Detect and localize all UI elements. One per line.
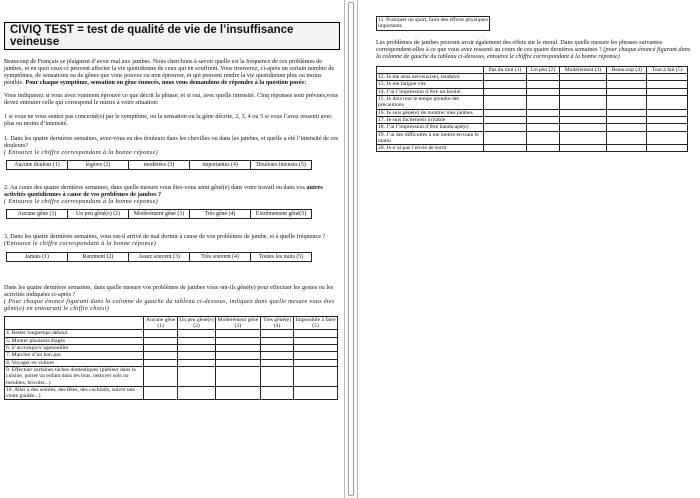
answer-cell[interactable] [294,337,338,344]
row-label: 16. Je suis gêné(e) de montrer mes jambes [377,109,484,116]
table-row [377,96,688,110]
answer-cell[interactable] [484,96,527,110]
document-title: CIVIQ TEST = test de qualité de vie de l’insuffisance veineuse [4,22,340,50]
mood-intro-text: Les problèmes de jambes peuvent avoir également des effets sur le moral. Dans quelle mesure les phrases suivantes correspondent-elles à ce que vous avez ressenti au cours de ces quatre dernières semaines ? [376,38,663,53]
table-row [5,386,338,400]
answer-cell[interactable] [261,366,294,386]
answer-cell[interactable] [527,109,560,116]
question-2-bold-text: autres activités quotidiennes à cause de vos problèmes de jambes ? [4,184,323,199]
row-label: 6. S’accroupir/s’agenouiller [5,345,144,352]
page-left [0,0,344,498]
answer-cell[interactable] [215,352,260,359]
column-header: Aucune gêne (1) [144,316,178,330]
answer-cell[interactable] [484,109,527,116]
table-row [377,88,688,95]
answer-cell[interactable] [559,116,607,123]
row-label: 20. Je n’ai pas l’envie de sortir [377,145,484,152]
column-header: Tout à fait (5) [647,66,688,73]
column-header: Un peu gêné(e) (2) [179,316,214,330]
answer-cell[interactable] [527,74,560,81]
row-label: 5. Monter plusieurs étages [5,337,144,344]
question-1-instruction: ( Entourez le chiffre correspondant à la bonne réponse) [4,148,158,156]
answer-cell[interactable] [607,109,647,116]
answer-cell[interactable] [607,145,647,152]
answer-cell[interactable] [144,330,178,337]
answer-option[interactable]: Aucune gêne (1) [17,211,57,218]
intro-paragraph-2: Vous indiquerez si vous avez vraiment éprouvé ce que décrit la phrase, et si oui, avec quelle intensité. Cinq réponses sont prévues,vous devez entourer celle qui correspond le mieux à votre situation: [4,92,339,107]
column-header: Un peu (2) [527,66,560,73]
table-row [377,74,688,81]
answer-cell[interactable] [484,131,527,145]
answer-cell[interactable] [607,74,647,81]
answer-option[interactable]: Aucune douleur (1) [14,162,60,169]
column-header: Pas du tout (1) [484,66,527,73]
answer-option[interactable]: Très gêné (4) [189,210,250,218]
answer-option[interactable]: légères (2) [67,161,128,169]
answer-cell[interactable] [294,359,338,366]
answer-cell[interactable] [484,88,527,95]
answer-cell[interactable] [559,145,607,152]
answer-cell[interactable] [527,145,560,152]
answer-cell[interactable] [144,352,178,359]
question-3: 3, Dans les quatre dernières semaines, vous est-il arrivé de mal dormir à cause de vos problèmes de jambe, et à quelle fréquence ? [4,233,326,241]
table-row [5,352,338,359]
question-3-options [6,252,312,262]
answer-cell[interactable] [178,337,216,344]
activities-table-continued [376,16,490,31]
answer-cell[interactable] [144,366,178,386]
answer-cell[interactable] [484,145,527,152]
answer-cell[interactable] [647,131,688,145]
question-1-options [6,160,312,170]
intro-bold-text: Pour chaque symptôme, sensation ou gêne énoncés, nous vous demandons de répondre à la question posée: [25,79,307,87]
answer-cell[interactable] [294,352,338,359]
question-1: 1. Dans les quatre dernières semaines, avez-vous eu des douleurs dans les chevilles ou dans les jambes, et quelle a été l’intensité de ces douleurs? [4,134,339,149]
answer-cell[interactable] [647,145,688,152]
answer-cell[interactable] [144,359,178,366]
table-row [5,366,338,386]
row-label: 10. Aller à des soirées, des fêtes, des cocktails, suivre une visite guidée...) [5,386,144,400]
table-row [5,330,338,337]
answer-cell[interactable] [215,337,260,344]
answer-cell[interactable] [215,359,260,366]
answer-cell[interactable] [527,116,560,123]
row-label: 13. Je me fatigue vite [377,81,484,88]
table-row [5,337,338,344]
answer-cell[interactable] [559,131,607,145]
answer-cell[interactable] [261,345,294,352]
answer-cell[interactable] [178,345,216,352]
row-label: 18. J’ai l’impression d’être handicapé(e) [377,124,484,131]
answer-cell[interactable] [559,109,607,116]
answer-cell[interactable] [647,81,688,88]
row-label: 15. Je dois tout le temps prendre des précautions [377,96,484,110]
answer-cell[interactable] [484,124,527,131]
answer-option[interactable]: Douleurs intenses (5) [250,161,311,169]
answer-option[interactable]: importantes (4) [189,161,250,169]
answer-cell[interactable] [647,74,688,81]
answer-cell[interactable] [215,366,260,386]
answer-option[interactable]: Rarement (2) [67,253,128,261]
answer-cell[interactable] [261,330,294,337]
answer-option[interactable]: Jamais (1) [25,253,49,260]
answer-cell[interactable] [527,131,560,145]
answer-cell[interactable] [647,124,688,131]
table-row [377,109,688,116]
table-row [377,145,688,152]
table-corner [5,316,144,330]
question-2 [4,184,340,198]
answer-cell[interactable] [484,81,527,88]
mood-instruction: (pour chaque énoncé figurant dans la colonne de gauche du tableau ci-dessous, entourez le chiffre correspondant à la bonne réponse) [376,45,691,60]
answer-cell[interactable] [527,96,560,110]
answer-cell[interactable] [647,109,688,116]
answer-cell[interactable] [215,386,260,400]
answer-cell[interactable] [484,116,527,123]
mood-intro [376,39,694,60]
intro-paragraph-1 [4,58,340,86]
table-row [377,124,688,131]
answer-cell[interactable] [527,124,560,131]
answer-cell[interactable] [559,124,607,131]
page-right [358,0,700,498]
table-row [377,131,688,145]
answer-option[interactable]: Toutes les nuits (5) [250,253,311,261]
row-label: 9. Effectuer certaines tâches domestiques (piétiner dans la cuisine, porter un enfant dans les bras, nettoyer sols ou meubles, bricoler...) [5,366,144,386]
row-label: 7. Marcher d’un bon pas [5,352,144,359]
answer-cell[interactable] [607,88,647,95]
answer-option[interactable]: Assez souvent (3) [128,253,189,261]
answer-cell[interactable] [647,88,688,95]
intro-text: Beaucoup de Français se plaignent d’avoir mal aux jambes. Nous cherchons à savoir quelle est la fréquence de ces problèmes de jambes, et en quoi ceux-ci peuvent affecter la vie quotidienne de ceux qui en souffrent. Vous trouverez, ci-après un certain nombre de symptômes, de sensations ou de gênes que vous pouvez ou non éprouver, et qui peuvent rendre la vie quotidienne plus ou moins pénible. [4,58,335,87]
answer-cell[interactable] [215,330,260,337]
row-label: 8. Voyager en voiture [5,359,144,366]
page-content-left [4,22,340,400]
answer-cell[interactable] [607,131,647,145]
answer-cell[interactable] [559,74,607,81]
question-4: Dans les quatre dernières semaines, dans quelle mesure vos problèmes de jambes vous ont-ils gêné(e) pour effectuer les gestes ou les activités indiquées ci-après ? [4,283,334,298]
page-content-right [376,16,694,152]
table-row [377,17,490,31]
answer-cell[interactable] [144,337,178,344]
column-header: Impossible à faire (5) [295,316,336,330]
answer-option[interactable]: Extrêmement gêné(5) [250,210,311,218]
answer-cell[interactable] [559,81,607,88]
answer-cell[interactable] [607,96,647,110]
table-corner [377,66,484,73]
answer-option[interactable]: Modérément gêné (3) [128,210,189,218]
table-row [5,359,338,366]
answer-cell[interactable] [527,88,560,95]
question-2-instruction: ( Entourez le chiffre correspondant à la bonne réponse) [4,198,158,206]
row-label: 4. Rester longtemps debout [5,330,144,337]
mood-table [376,66,688,153]
answer-cell[interactable] [178,330,216,337]
table-header-row [377,66,688,73]
answer-cell[interactable] [559,88,607,95]
answer-cell[interactable] [294,386,338,400]
scrollbar-thumb[interactable] [348,2,354,496]
intro-paragraph-3: 1 si vous ne vous sentez pas concerné(e) par le symptôme, ou la sensation ou la gêne décrite, 2, 3, 4 ou 5 si vous l’avez ressenti avec plus ou moins d’intensité. [4,112,333,127]
answer-cell[interactable] [178,359,216,366]
row-label: 19. J’ai des difficultés à me mettre en train le matin [377,131,484,145]
answer-cell[interactable] [144,386,178,400]
answer-cell[interactable] [261,352,294,359]
row-label: 14. J’ai l’impression d’être un boulet [377,88,484,95]
answer-cell[interactable] [527,81,560,88]
answer-cell[interactable] [607,81,647,88]
answer-cell[interactable] [647,116,688,123]
question-4-instruction: ( Pour chaque énoncé figurant dans la colonne de gauche du tableau ci-dessous, indiquez dans quelle mesure vous êtes gêné(e) en entourant le chiffre choisi) [4,297,335,312]
column-header: Modérément (3) [559,66,607,73]
question-2-text: 2. Au cours des quatre dernières semaines, dans quelle mesure vous êtes-vous senti gêné(e) dans votre travail ou dans vos [4,184,307,192]
answer-option[interactable]: Un peu gêné(e) (2) [67,210,128,218]
answer-cell[interactable] [215,345,260,352]
answer-cell[interactable] [294,330,338,337]
column-header: Beaucoup (4) [607,66,647,73]
table-row [377,116,688,123]
answer-option[interactable]: Très souvent (4) [189,253,250,261]
answer-cell[interactable] [647,96,688,110]
table-header-row [5,316,338,330]
answer-cell[interactable] [294,366,338,386]
vertical-scrollbar[interactable] [344,0,358,498]
answer-cell[interactable] [607,116,647,123]
table-row [5,345,338,352]
answer-cell[interactable] [261,386,294,400]
answer-cell[interactable] [178,386,216,400]
row-label: 11. Pratiquer un sport, faire des efforts physiques importants [378,17,488,30]
activities-table [4,316,338,401]
row-label: 17. Je suis facilement irritable [377,116,484,123]
answer-cell[interactable] [178,366,216,386]
answer-cell[interactable] [294,345,338,352]
answer-cell[interactable] [559,96,607,110]
column-header: Très gêné(e) (4) [261,316,294,330]
question-2-options [6,209,312,219]
answer-cell[interactable] [178,352,216,359]
question-3-instruction: (Entourez le chiffre correspondant à la bonne réponse) [4,240,157,248]
answer-cell[interactable] [261,359,294,366]
column-header: Modérément gêné (3) [215,316,260,330]
answer-cell[interactable] [144,345,178,352]
row-label: 12. Je me sens nerveux(se), tendu(e) [377,74,484,81]
answer-cell[interactable] [261,337,294,344]
answer-cell[interactable] [484,74,527,81]
table-row [377,81,688,88]
answer-cell[interactable] [607,124,647,131]
answer-option[interactable]: modérées (3) [128,161,189,169]
